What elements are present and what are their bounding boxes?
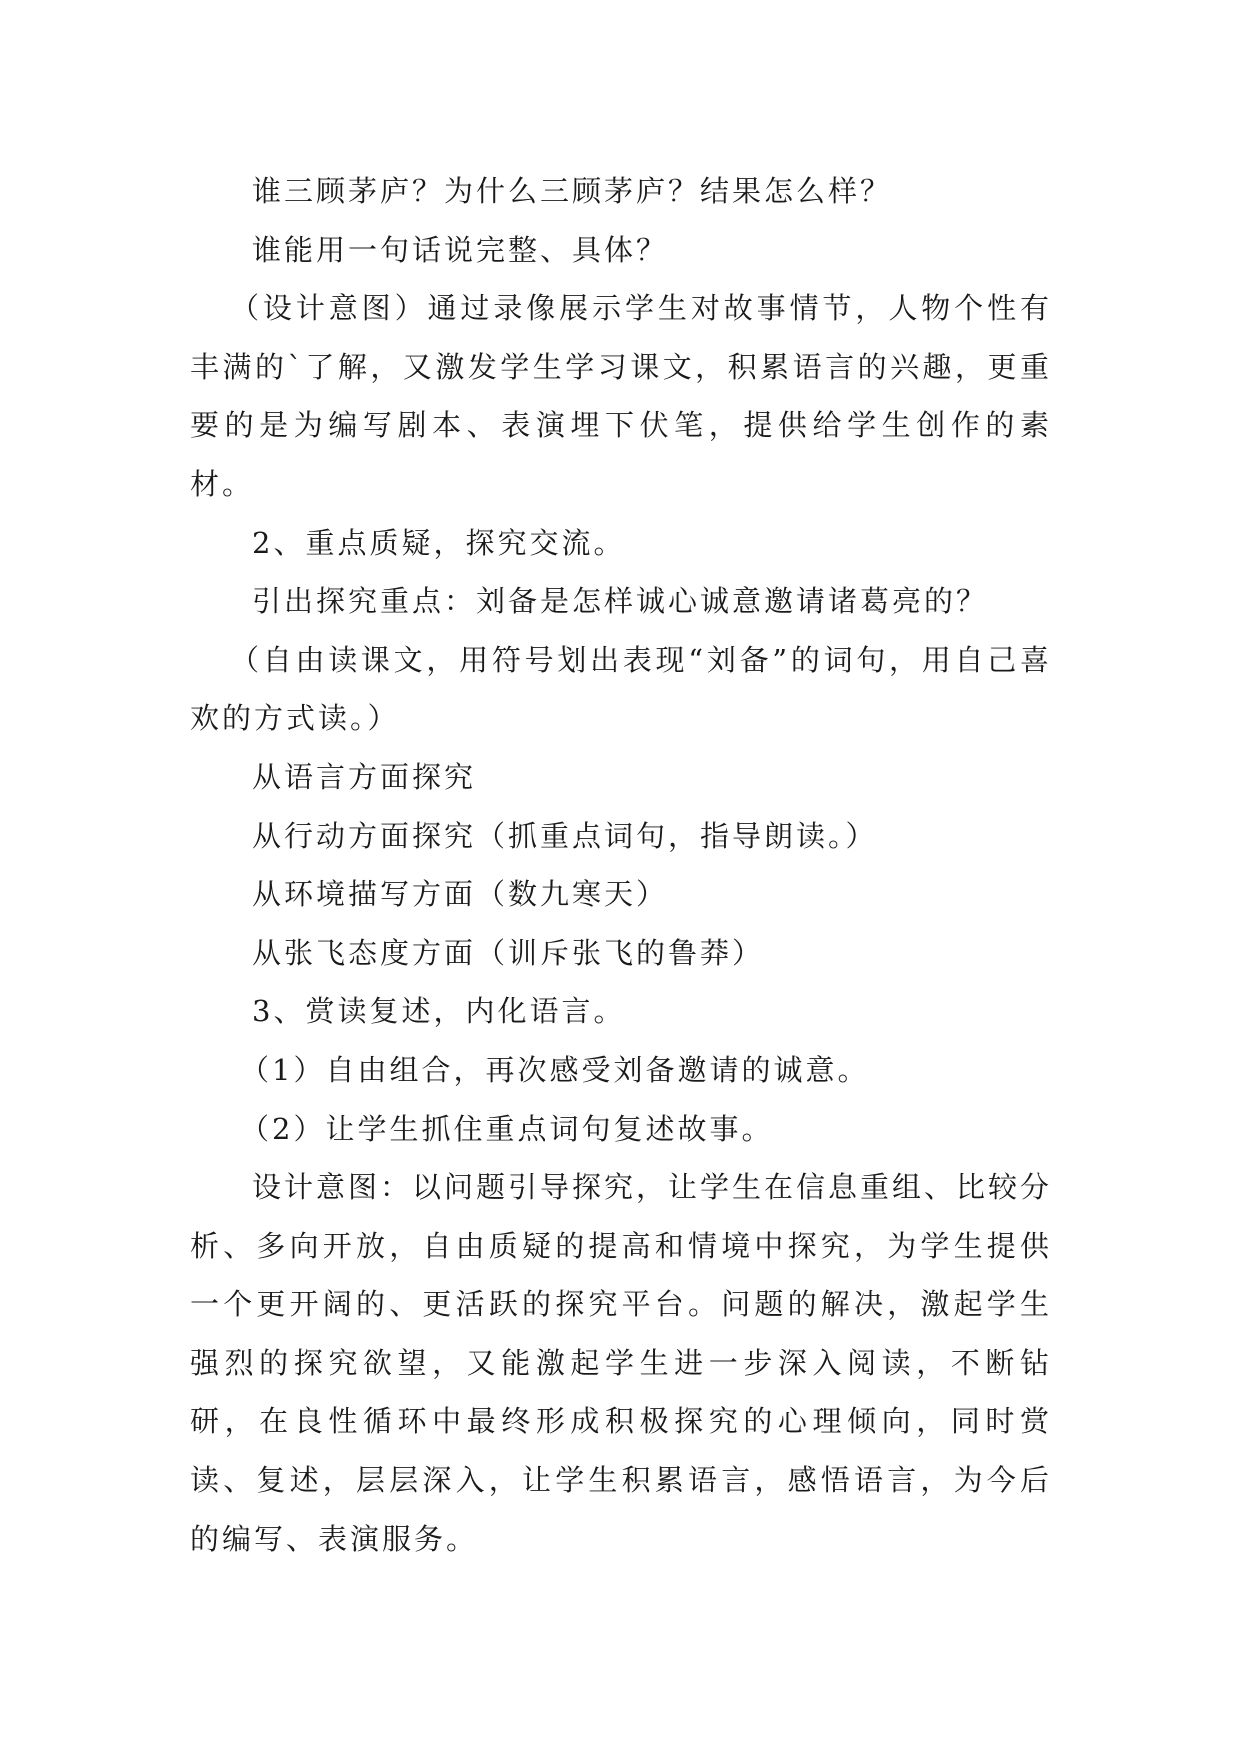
paragraph-question-sentence: 谁能用一句话说完整、具体？ xyxy=(252,232,669,267)
paragraph-heading-2: 2、重点质疑，探究交流。 xyxy=(252,525,626,560)
paragraph-heading-3: 3、赏读复述，内化语言。 xyxy=(252,994,626,1029)
paragraph-action-aspect: 从行动方面探究（抓重点词句，指导朗读。） xyxy=(252,818,878,853)
paragraph-language-aspect: 从语言方面探究 xyxy=(252,759,477,794)
paragraph-design-intent-2: 设计意图：以问题引导探究，让学生在信息重组、比较分析、多向开放，自由质疑的提高和情境中探究，为学生提供一个更开阔的、更活跃的探究平台。问题的解决，激起学生强烈的探究欲望，又能激起学生进一步深入阅读，不断钻研，在良性循环中最终形成积极探究的心理倾向，同时赏读、复述，层层深入，让学生积累语言，感悟语言，为今后的编写、表演服务。 xyxy=(190,1170,1053,1556)
paragraph-design-intent-1: （设计意图）通过录像展示学生对故事情节，人物个性有丰满的`了解，又激发学生学习课文，积累语言的兴趣，更重要的是为编写剧本、表演埋下伏笔，提供给学生创作的素材。 xyxy=(190,291,1052,501)
paragraph-environment-aspect: 从环境描写方面（数九寒天） xyxy=(252,877,669,912)
paragraph-reading-instruction: （自由读课文，用符号划出表现“刘备”的词句，用自己喜欢的方式读。） xyxy=(190,642,1052,736)
paragraph-item-1: （1）自由组合，再次感受刘备邀请的诚意。 xyxy=(240,1052,870,1087)
document-body xyxy=(190,162,1052,1568)
paragraph-focus-question: 引出探究重点：刘备是怎样诚心诚意邀请诸葛亮的？ xyxy=(252,584,989,619)
paragraph-item-2: （2）让学生抓住重点词句复述故事。 xyxy=(240,1111,774,1146)
paragraph-zhangfei-aspect: 从张飞态度方面（训斥张飞的鲁莽） xyxy=(252,935,765,970)
paragraph-question-who: 谁三顾茅庐？为什么三顾茅庐？结果怎么样？ xyxy=(252,174,893,208)
